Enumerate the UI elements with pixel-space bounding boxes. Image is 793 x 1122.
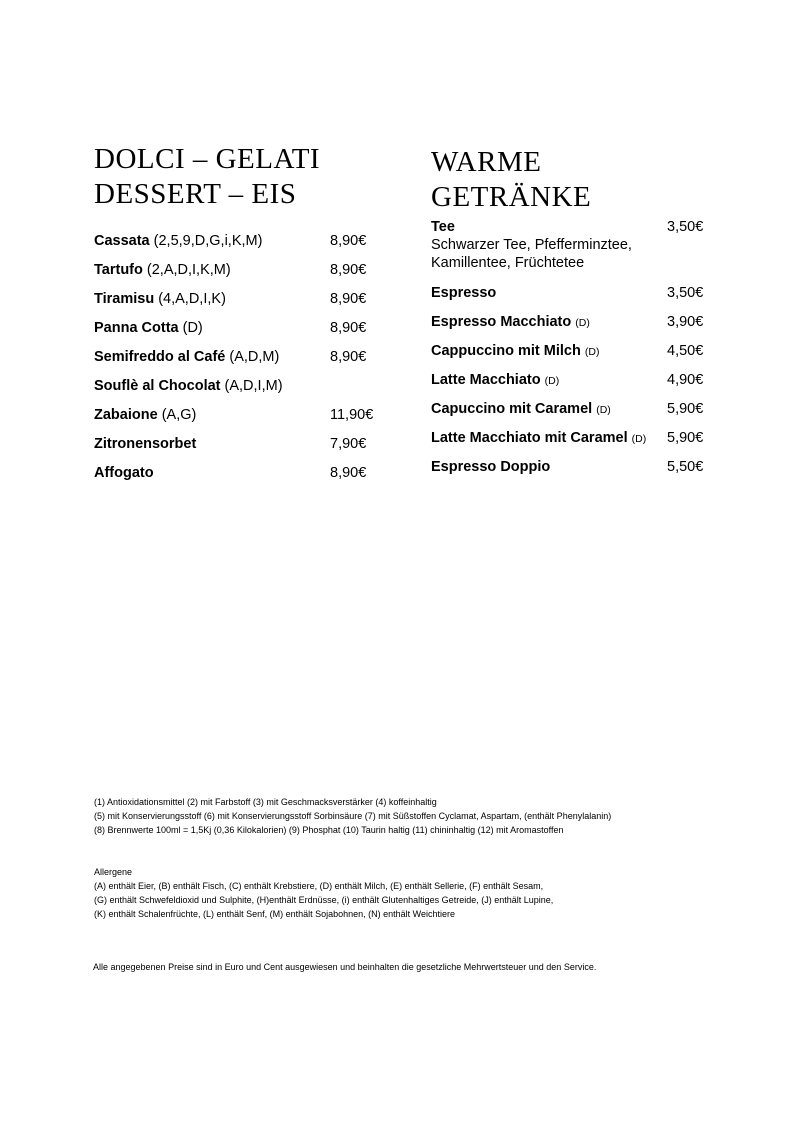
tee-description-line2: Kamillentee, Früchtetee	[431, 255, 585, 271]
menu-item-espresso-doppio	[431, 458, 550, 476]
menu-item-zabaione	[94, 406, 196, 424]
item-price: 3,50€	[667, 285, 704, 301]
item-name: Capuccino mit Caramel	[431, 401, 593, 417]
item-name: Tiramisu	[94, 291, 155, 307]
menu-item-espresso-macchiato	[431, 313, 590, 332]
menu-item-semifreddo	[94, 348, 279, 366]
item-allergens: (D)	[631, 433, 647, 445]
item-allergens: (D)	[575, 317, 590, 329]
item-allergens: (D)	[182, 320, 203, 336]
item-price: 5,50€	[667, 459, 704, 475]
menu-item-cappuccino	[431, 342, 599, 361]
item-name: Zitronensorbet	[94, 436, 197, 452]
menu-item-latte-caramel	[431, 429, 646, 448]
additives-line: (8) Brennwerte 100ml = 1,5Kj (0,36 Kilokalorien) (9) Phosphat (10) Taurin haltig (11) chininhaltig (12) mit Aromastoffen	[94, 825, 564, 835]
item-name: Zabaione	[94, 407, 158, 423]
allergene-line: (K) enthält Schalenfrüchte, (L) enthält Senf, (M) enthält Sojabohnen, (N) enthält Weichtiere	[94, 909, 456, 919]
item-price: 8,90€	[330, 291, 367, 307]
menu-item-panna-cotta	[94, 319, 203, 337]
item-allergens: (A,G)	[161, 407, 197, 423]
dolci-heading-line1: DOLCI – GELATI	[94, 143, 321, 175]
allergene-line: (A) enthält Eier, (B) enthält Fisch, (C) enthält Krebstiere, (D) enthält Milch, (E) enthält Sellerie, (F) enthält Sesam,	[94, 881, 544, 891]
allergene-title: Allergene	[94, 867, 133, 877]
item-name: Panna Cotta	[94, 320, 179, 336]
item-name: Souflè al Chocolat	[94, 378, 221, 394]
item-price: 4,90€	[667, 372, 704, 388]
item-price: 8,90€	[330, 320, 367, 336]
item-price: 3,50€	[667, 219, 704, 235]
item-name: Espresso	[431, 285, 497, 301]
additives-line: (5) mit Konservierungsstoff (6) mit Konservierungsstoff Sorbinsäure (7) mit Süßstoffen Cyclamat, Aspartam, (enthält Phenylalanin)	[94, 811, 612, 821]
item-name: Espresso Doppio	[431, 459, 551, 475]
item-name: Affogato	[94, 465, 154, 481]
item-price: 7,90€	[330, 436, 367, 452]
warme-heading-line2: GETRÄNKE	[431, 181, 592, 213]
item-allergens: (A,D,M)	[229, 349, 280, 365]
item-price: 5,90€	[667, 401, 704, 417]
item-allergens: (D)	[584, 346, 600, 358]
item-allergens: (D)	[596, 404, 611, 416]
menu-item-affogato	[94, 464, 154, 482]
allergene-line: (G) enthält Schwefeldioxid und Sulphite, (H)enthält Erdnüsse, (i) enthält Glutenhaltiges Getreide, (J) enthält Lupine,	[94, 895, 554, 905]
item-name: Latte Macchiato mit Caramel	[431, 430, 628, 446]
menu-item-capuccino-caramel	[431, 400, 611, 419]
menu-item-zitronensorbet	[94, 435, 196, 453]
item-price: 8,90€	[330, 465, 367, 481]
item-price: 4,50€	[667, 343, 704, 359]
item-name: Tee	[431, 219, 455, 235]
warme-heading-line1: WARME	[431, 146, 542, 178]
item-name: Latte Macchiato	[431, 372, 541, 388]
menu-item-tee	[431, 218, 455, 236]
dolci-heading-line2: DESSERT – EIS	[94, 178, 297, 210]
item-price: 8,90€	[330, 262, 367, 278]
item-name: Tartufo	[94, 262, 143, 278]
item-name: Espresso Macchiato	[431, 314, 572, 330]
item-price: 8,90€	[330, 233, 367, 249]
warme-heading	[431, 145, 591, 215]
item-price: 11,90€	[330, 407, 374, 423]
menu-item-cassata	[94, 232, 262, 250]
item-name: Cassata	[94, 233, 150, 249]
menu-item-tiramisu	[94, 290, 226, 308]
menu-item-tartufo	[94, 261, 231, 279]
item-name: Semifreddo al Café	[94, 349, 226, 365]
menu-item-latte-macchiato	[431, 371, 559, 390]
menu-item-espresso	[431, 284, 496, 302]
item-allergens: (4,A,D,I,K)	[158, 291, 226, 307]
item-price: 8,90€	[330, 349, 367, 365]
dolci-heading	[94, 142, 320, 212]
price-footer-note: Alle angegebenen Preise sind in Euro und Cent ausgewiesen und beinhalten die gesetzliche Mehrwertsteuer und den Service.	[93, 962, 597, 972]
item-price: 3,90€	[667, 314, 704, 330]
tee-description-line1: Schwarzer Tee, Pfefferminztee,	[431, 237, 632, 253]
item-allergens: (D)	[544, 375, 560, 387]
item-price: 5,90€	[667, 430, 704, 446]
item-name: Cappuccino mit Milch	[431, 343, 581, 359]
item-allergens: (A,D,I,M)	[224, 378, 283, 394]
item-allergens: (2,A,D,I,K,M)	[146, 262, 231, 278]
additives-line: (1) Antioxidationsmittel (2) mit Farbstoff (3) mit Geschmacksverstärker (4) koffeinhaltig	[94, 797, 437, 807]
menu-item-soufle	[94, 377, 283, 395]
item-allergens: (2,5,9,D,G,i,K,M)	[153, 233, 263, 249]
